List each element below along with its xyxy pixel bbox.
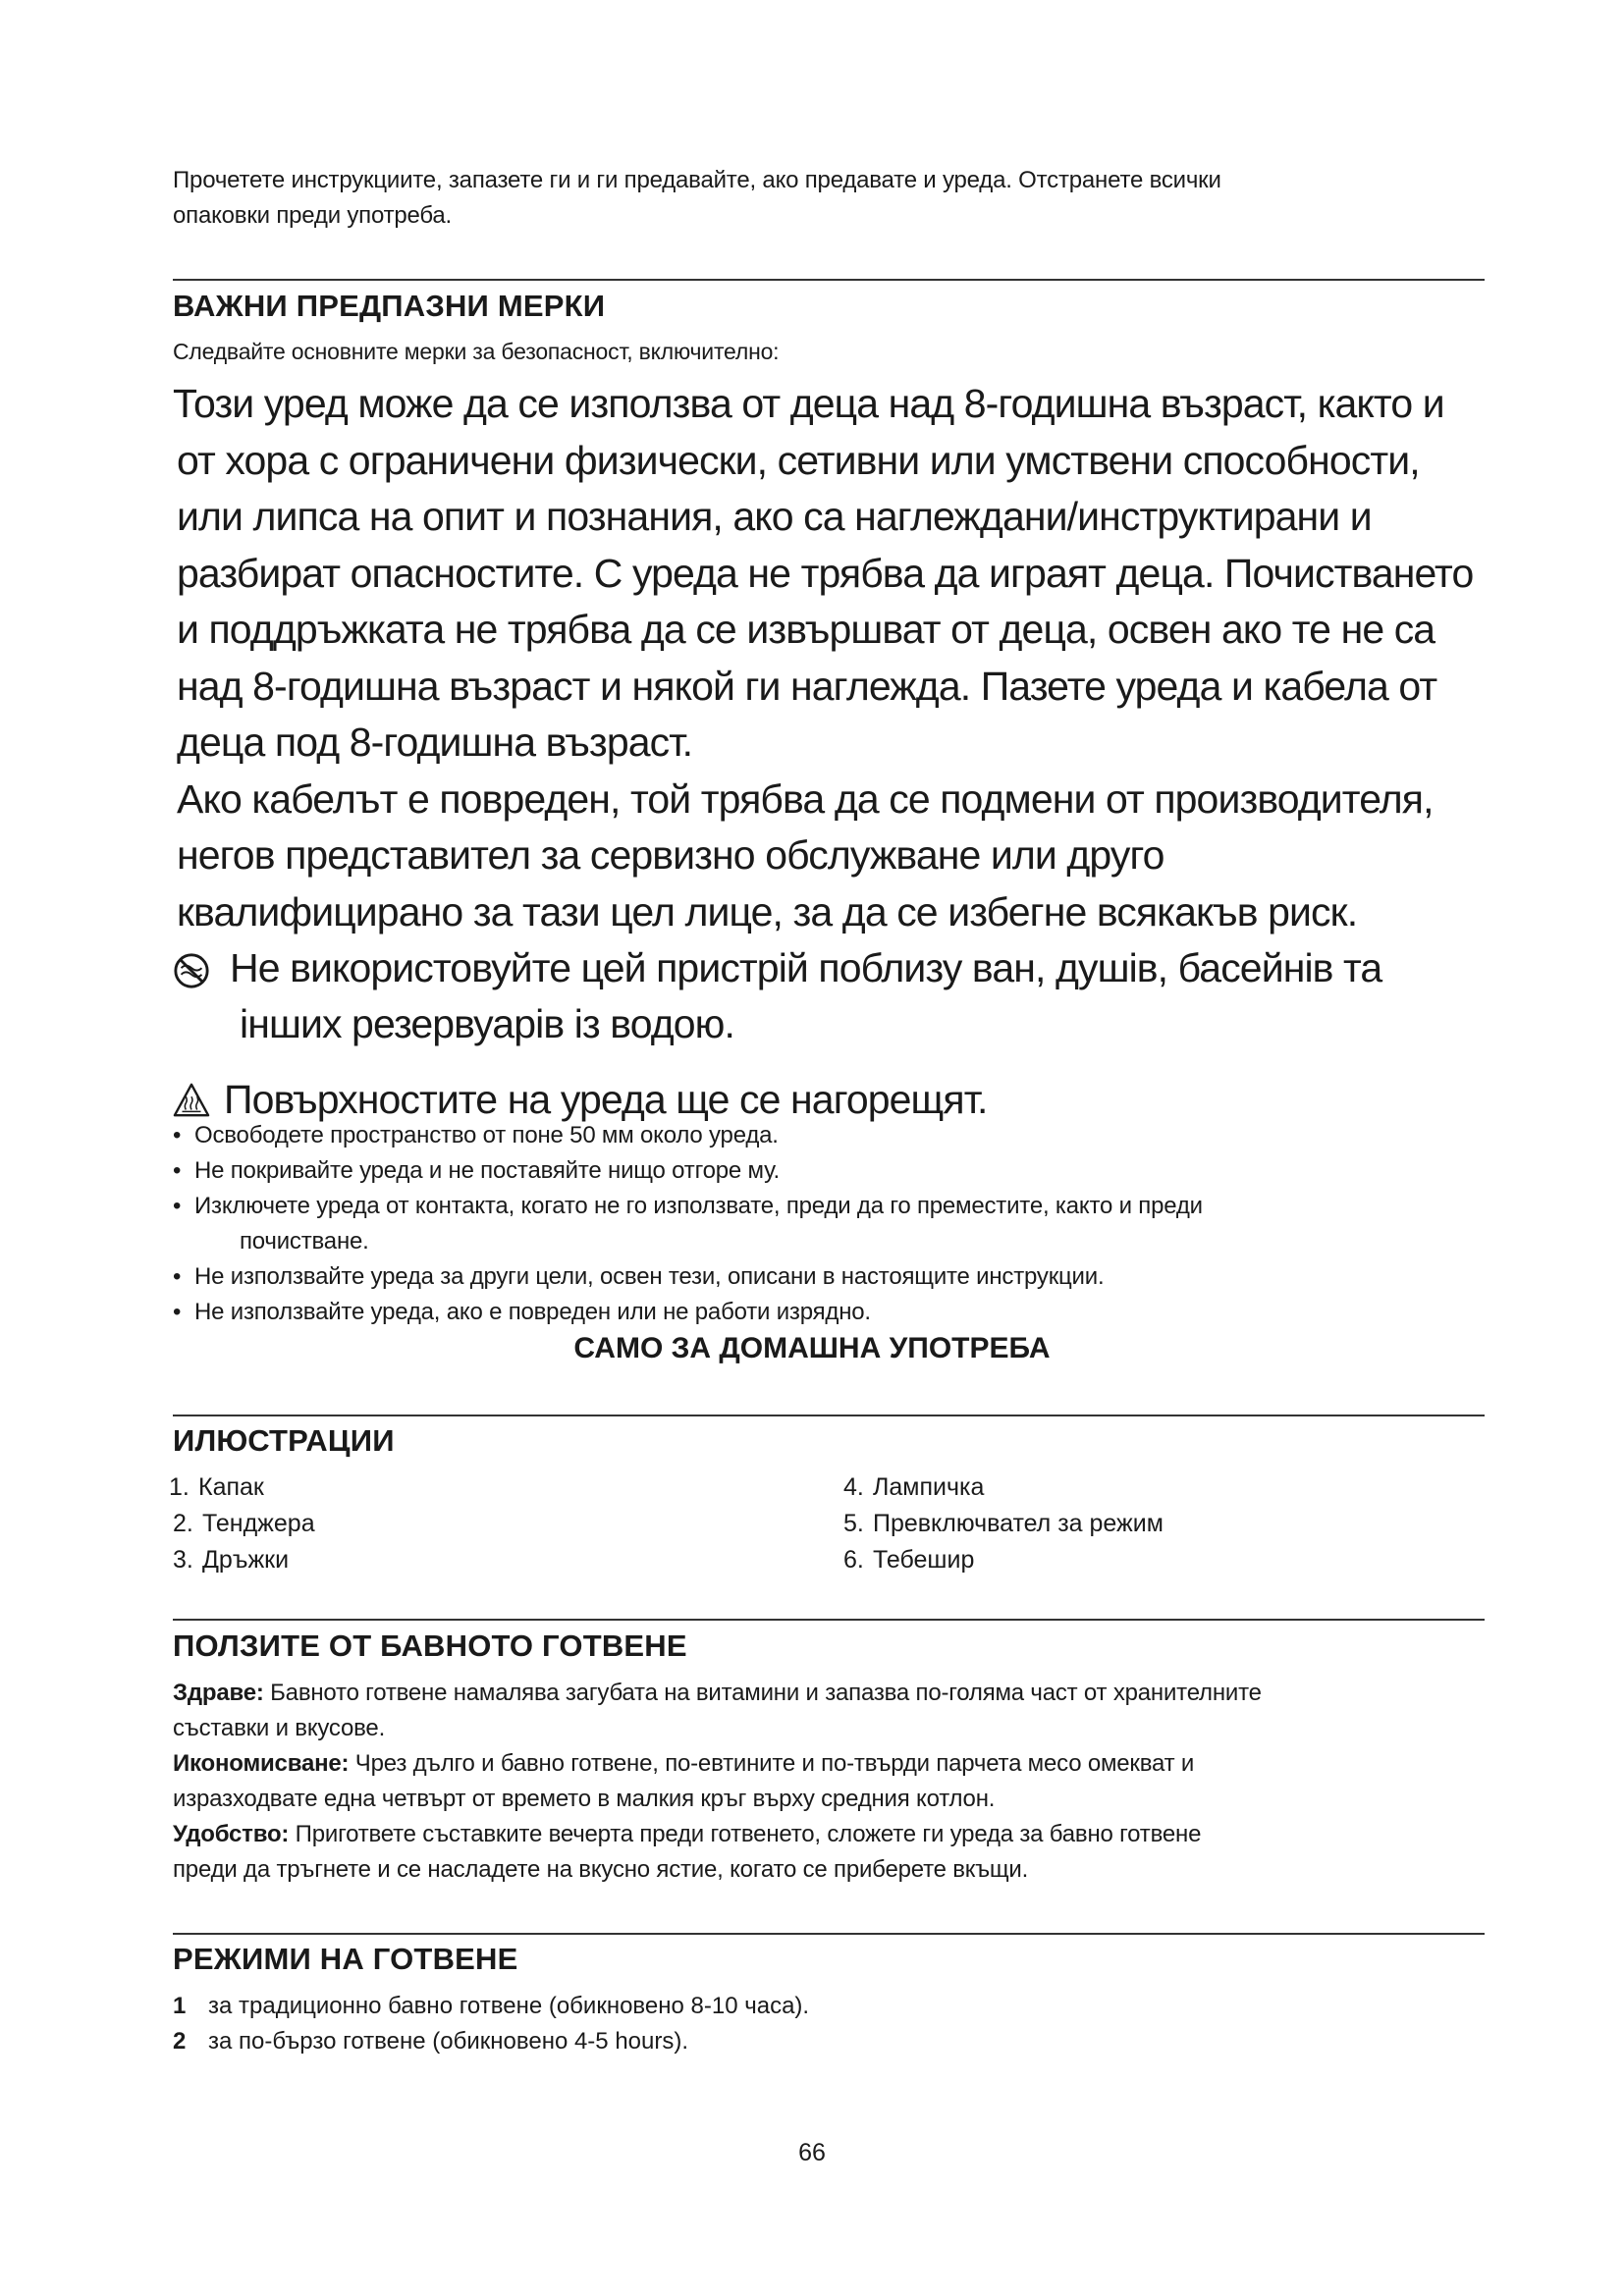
section-divider xyxy=(173,1415,1485,1416)
safety-subheading: Следвайте основните мерки за безопасност, включително: xyxy=(173,339,780,364)
list-item: • Не използвайте уреда, ако е повреден или не работи изрядно. xyxy=(173,1295,1485,1330)
list-item xyxy=(173,2024,809,2059)
item-label: Дръжки xyxy=(202,1546,290,1574)
mode-text: за традиционно бавно готвене (обикновено 8-10 часа). xyxy=(208,1993,810,2019)
intro-paragraph xyxy=(173,163,1485,234)
hot-surface-icon xyxy=(173,1082,210,1119)
item-number: 6. xyxy=(843,1546,864,1574)
benefit-health-cont: съставки и вкусове. xyxy=(173,1715,386,1741)
modes-list xyxy=(173,1989,809,2059)
benefit-convenience xyxy=(173,1817,1485,1852)
intro-line: опаковки преди употреба. xyxy=(173,202,453,229)
mode-text: за по-бързо готвене (обикновено 4-5 hours). xyxy=(208,2028,689,2055)
list-item xyxy=(169,1506,315,1542)
list-item xyxy=(843,1542,1164,1578)
benefit-label: Здраве: xyxy=(173,1680,264,1706)
item-label: Лампичка xyxy=(873,1473,985,1501)
hot-warning-text: Повърхностите на уреда ще се нагорещят. xyxy=(224,1077,988,1122)
item-number: 4. xyxy=(843,1473,864,1501)
benefits-heading: ПОЛЗИТЕ ОТ БАВНОТО ГОТВЕНЕ xyxy=(173,1629,687,1663)
safety-line: разбират опасностите. С уреда не трябва да играят деца. Почистването xyxy=(177,550,1474,596)
item-number: 3. xyxy=(173,1546,193,1574)
benefit-text: Чрез дълго и бавно готвене, по-евтините и по-твърди парчета месо омекват и xyxy=(349,1750,1195,1777)
benefit-economy xyxy=(173,1746,1485,1782)
safety-line: Ако кабелът е повреден, той трябва да се подмени от производителя, xyxy=(177,775,1434,822)
section-divider xyxy=(173,1619,1485,1621)
water-warning-line: Не використовуйте цей пристрій поблизу ван, душів, басейнів та xyxy=(230,945,1382,990)
benefit-health xyxy=(173,1676,1485,1711)
illustrations-heading: ИЛЮСТРАЦИИ xyxy=(173,1423,395,1458)
safety-line: над 8-годишна възраст и някой ги наглежда. Пазете уреда и кабела от xyxy=(177,663,1437,709)
list-item xyxy=(169,1469,315,1506)
modes-heading: РЕЖИМИ НА ГОТВЕНЕ xyxy=(173,1942,518,1976)
item-label: Превключвател за режим xyxy=(873,1510,1164,1537)
list-item: • Не покривайте уреда и не поставяйте нищо отгоре му. xyxy=(173,1153,1485,1189)
safety-heading: ВАЖНИ ПРЕДПАЗНИ МЕРКИ xyxy=(173,289,606,323)
list-item: • Не използвайте уреда за други цели, освен тези, описани в настоящите инструкции. xyxy=(173,1259,1485,1295)
safety-line: квалифицирано за тази цел лице, за да се избегне всякакъв риск. xyxy=(177,888,1358,934)
list-item xyxy=(843,1506,1164,1542)
list-item xyxy=(173,1989,809,2024)
mode-number: 2 xyxy=(173,2028,187,2055)
no-water-icon xyxy=(173,952,210,989)
benefit-label: Удобство: xyxy=(173,1821,290,1847)
list-item: • Изключете уреда от контакта, когато не го използвате, преди да го преместите, както и преди xyxy=(173,1189,1485,1224)
safety-line: и поддръжката не трябва да се извършват от деца, освен ако те не са xyxy=(177,607,1435,652)
safety-line: Този уред може да се използва от деца над 8-годишна възраст, както и xyxy=(173,381,1444,426)
water-warning-line: інших резервуарів із водою. xyxy=(240,1001,734,1046)
benefit-text: Пригответе съставките вечерта преди готвенето, сложете ги уреда за бавно готвене xyxy=(289,1821,1202,1847)
benefits-text xyxy=(173,1676,1485,1888)
safety-bullet-list xyxy=(173,1118,1485,1330)
page-number: 66 xyxy=(798,2139,826,2166)
item-number: 1. xyxy=(169,1473,189,1501)
section-divider xyxy=(173,279,1485,281)
list-item-continuation: почистване. xyxy=(240,1228,369,1255)
safety-line: или липса на опит и познания, ако са наглеждани/инструктирани и xyxy=(177,494,1372,539)
mode-number: 1 xyxy=(173,1993,187,2019)
benefit-text: Бавното готвене намалява загубата на витамини и запазва по-голяма част от хранителните xyxy=(263,1680,1262,1706)
illustrations-list-left xyxy=(169,1469,315,1578)
section-divider xyxy=(173,1933,1485,1935)
item-number: 2. xyxy=(173,1510,193,1537)
safety-line: негов представител за сервизно обслужване или друго xyxy=(177,832,1164,878)
item-label: Тенджера xyxy=(202,1510,315,1537)
list-item xyxy=(843,1469,1164,1506)
benefit-convenience-cont: преди да тръгнете и се насладете на вкусно ястие, когато се приберете вкъщи. xyxy=(173,1856,1029,1883)
safety-line: деца под 8-годишна възраст. xyxy=(177,720,693,765)
benefit-label: Икономисване: xyxy=(173,1750,350,1777)
safety-line: от хора с ограничени физически, сетивни или умствени способности, xyxy=(177,437,1420,483)
safety-main-text xyxy=(173,376,1489,940)
item-label: Тебешир xyxy=(873,1546,975,1574)
illustrations-list-right xyxy=(843,1469,1164,1578)
list-item: • Освободете пространство от поне 50 мм около уреда. xyxy=(173,1118,1485,1153)
item-label: Капак xyxy=(198,1473,264,1501)
household-use-heading: САМО ЗА ДОМАШНА УПОТРЕБА xyxy=(573,1332,1051,1364)
benefit-economy-cont: изразходвате една четвърт от времето в малкия кръг върху средния котлон. xyxy=(173,1786,996,1812)
list-item xyxy=(169,1542,315,1578)
intro-line: Прочетете инструкциите, запазете ги и ги предавайте, ако предавате и уреда. Отстранете всички xyxy=(173,167,1221,193)
item-number: 5. xyxy=(843,1510,864,1537)
